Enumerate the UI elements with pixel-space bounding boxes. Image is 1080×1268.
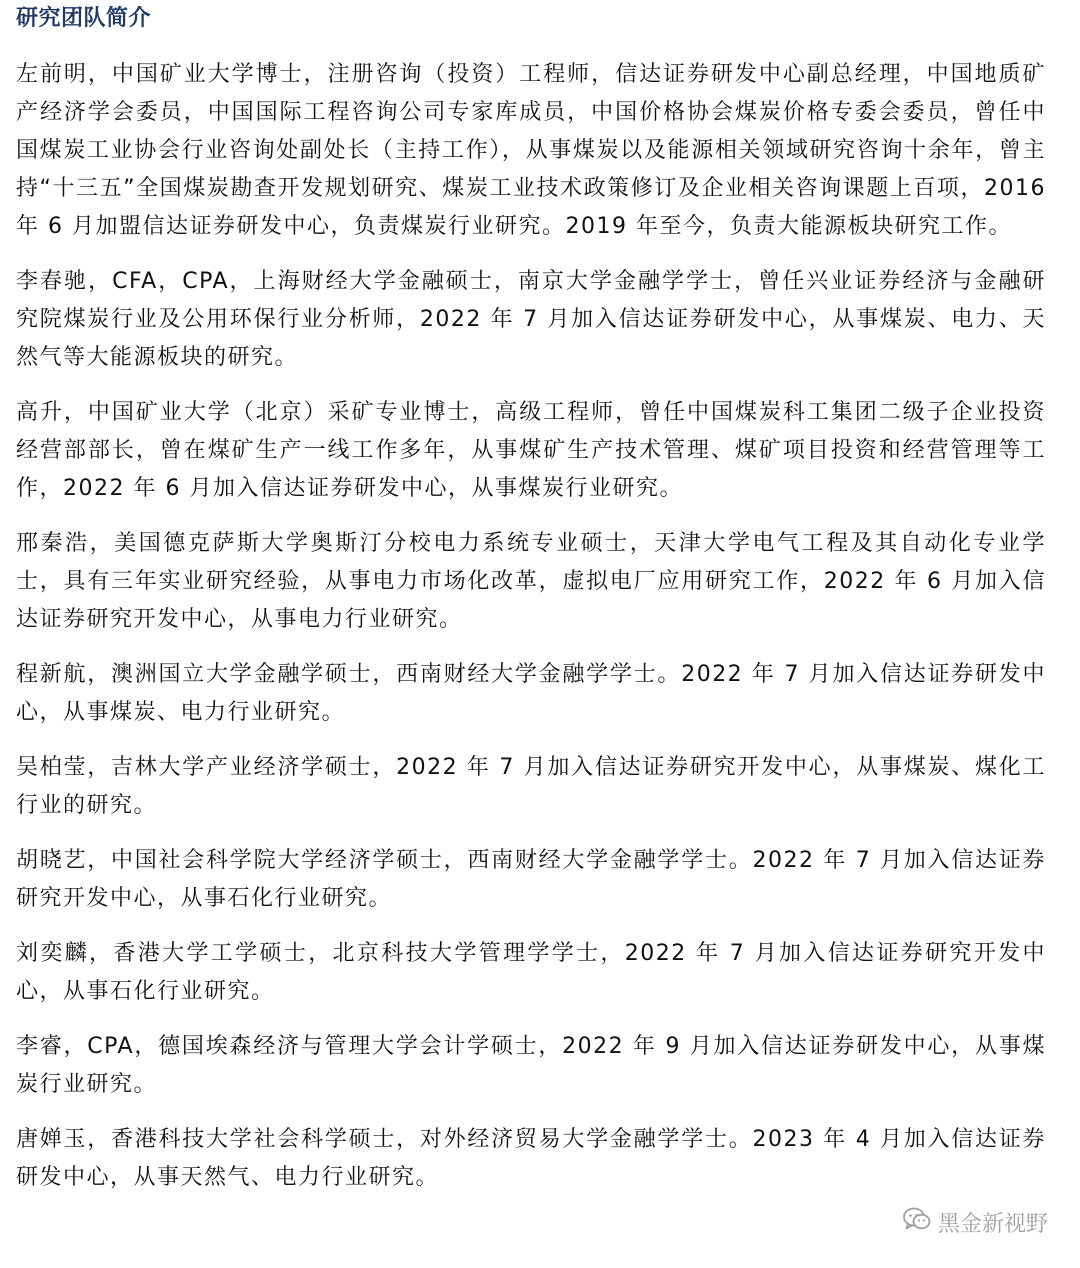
bio-paragraph: 程新航，澳洲国立大学金融学硕士，西南财经大学金融学学士。2022 年 7 月加入信达证券研发中心，从事煤炭、电力行业研究。 (16, 662, 1046, 725)
bio-paragraph: 高升，中国矿业大学（北京）采矿专业博士，高级工程师，曾任中国煤炭科工集团二级子企业投资经营部部长，曾在煤矿生产一线工作多年，从事煤矿生产技术管理、煤矿项目投资和经营管理等工作，2022 年 6 月加入信达证券研发中心，从事煤炭行业研究。 (16, 400, 1046, 501)
bio-paragraph: 刘奕麟，香港大学工学硕士，北京科技大学管理学学士，2022 年 7 月加入信达证券研究开发中心，从事石化行业研究。 (16, 941, 1046, 1004)
bio-paragraph: 邢秦浩，美国德克萨斯大学奥斯汀分校电力系统专业硕士，天津大学电气工程及其自动化专业学士，具有三年实业研究经验，从事电力市场化改革，虚拟电厂应用研究工作，2022 年 6 月加入信达证券研究开发中心，从事电力行业研究。 (16, 531, 1046, 632)
bio-paragraph: 胡晓艺，中国社会科学院大学经济学硕士，西南财经大学金融学学士。2022 年 7 月加入信达证券研究开发中心，从事石化行业研究。 (16, 848, 1046, 911)
bio-paragraph: 左前明，中国矿业大学博士，注册咨询（投资）工程师，信达证券研发中心副总经理，中国地质矿产经济学会委员，中国国际工程咨询公司专家库成员，中国价格协会煤炭价格专委会委员，曾任中国煤炭工业协会行业咨询处副处长（主持工作），从事煤炭以及能源相关领域研究咨询十余年，曾主持“十三五”全国煤炭勘查开发规划研究、煤炭工业技术政策修订及企业相关咨询课题上百项，2016 年 6 月加盟信达证券研发中心，负责煤炭行业研究。2019 年至今，负责大能源板块研究工作。 (16, 62, 1046, 239)
bio-paragraph: 李春驰，CFA，CPA，上海财经大学金融硕士，南京大学金融学学士，曾任兴业证券经济与金融研究院煤炭行业及公用环保行业分析师，2022 年 7 月加入信达证券研发中心，从事煤炭、电力、天然气等大能源板块的研究。 (16, 269, 1046, 370)
team-bios (16, 56, 1046, 1214)
wechat-icon (902, 1206, 932, 1238)
bio-paragraph: 李睿，CPA，德国埃森经济与管理大学会计学硕士，2022 年 9 月加入信达证券研发中心，从事煤炭行业研究。 (16, 1034, 1046, 1097)
section-title: 研究团队简介 (16, 6, 152, 31)
watermark-text: 黑金新视野 (937, 1211, 1048, 1237)
bio-paragraph: 唐婵玉，香港科技大学社会科学硕士，对外经济贸易大学金融学学士。2023 年 4 月加入信达证券研发中心，从事天然气、电力行业研究。 (16, 1127, 1046, 1190)
bio-paragraph: 吴柏莹，吉林大学产业经济学硕士，2022 年 7 月加入信达证券研究开发中心，从事煤炭、煤化工行业的研究。 (16, 755, 1046, 818)
watermark (902, 1206, 1048, 1238)
